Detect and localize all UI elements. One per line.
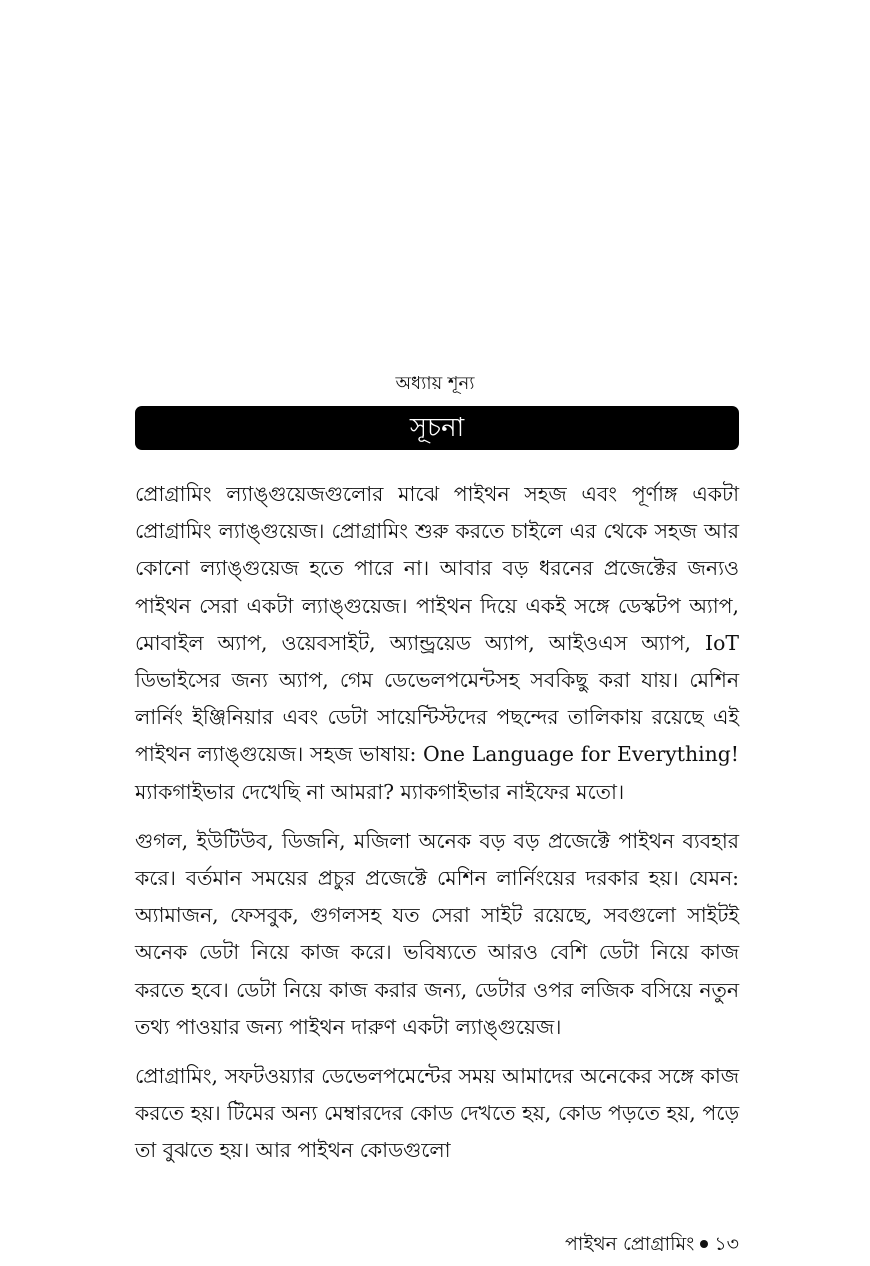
bullet-dot-icon (700, 1240, 708, 1248)
chapter-title: সূচনা (409, 413, 465, 443)
page-footer (565, 1232, 739, 1256)
chapter-title-bar (135, 406, 739, 450)
paragraph-1: প্রোগ্রামিং ল্যাঙ্গুয়েজগুলোর মাঝে পাইথন সহজ এবং পূর্ণাঙ্গ একটা প্রোগ্রামিং ল্যাঙ্গুয়েজ। প্রোগ্রামিং শুরু করতে চাইলে এর থেকে সহজ আর কোনো ল্যাঙ্গুয়েজ হতে পারে না। আবার বড় ধরনের প্রজেক্টের জন্যও পাইথন সেরা একটা ল্যাঙ্গুয়েজ। পাইথন দিয়ে একই সঙ্গে ডেস্কটপ অ্যাপ, মোবাইল অ্যাপ, ওয়েবসাইট, অ্যান্ড্রয়েড অ্যাপ, আইওএস অ্যাপ, IoT ডিভাইসের জন্য অ্যাপ, গেম ডেভেলপমেন্টসহ সবকিছু করা যায়। মেশিন লার্নিং ইঞ্জিনিয়ার এবং ডেটা সায়েন্টিস্টদের পছন্দের তালিকায় রয়েছে এই পাইথন ল্যাঙ্গুয়েজ। সহজ ভাষায়: One Language for Everything! ম্যাকগাইভার দেখেছি না আমরা? ম্যাকগাইভার নাইফের মতো। (135, 482, 739, 804)
paragraph-3: প্রোগ্রামিং, সফটওয়্যার ডেভেলপমেন্টের সময় আমাদের অনেকের সঙ্গে কাজ করতে হয়। টিমের অন্য মেম্বারদের কোড দেখতে হয়, কোড পড়তে হয়, পড়ে তা বুঝতে হয়। আর পাইথন কোডগুলো (135, 1064, 739, 1163)
footer-book-title: পাইথন প্রোগ্রামিং (565, 1233, 695, 1255)
page-number: ১৩ (714, 1233, 739, 1255)
paragraph-2: গুগল, ইউটিউব, ডিজনি, মজিলা অনেক বড় বড় প্রজেক্টে পাইথন ব্যবহার করে। বর্তমান সময়ের প্রচুর প্রজেক্টে মেশিন লার্নিংয়ের দরকার হয়। যেমন: অ্যামাজন, ফেসবুক, গুগলসহ যত সেরা সাইট রয়েছে, সবগুলো সাইটই অনেক ডেটা নিয়ে কাজ করে। ভবিষ্যতে আরও বেশি ডেটা নিয়ে কাজ করতে হবে। ডেটা নিয়ে কাজ করার জন্য, ডেটার ওপর লজিক বসিয়ে নতুন তথ্য পাওয়ার জন্য পাইথন দারুণ একটা ল্যাঙ্গুয়েজ। (135, 828, 739, 1039)
body-text (135, 476, 739, 1182)
chapter-label: অধ্যায় শূন্য (395, 373, 475, 394)
